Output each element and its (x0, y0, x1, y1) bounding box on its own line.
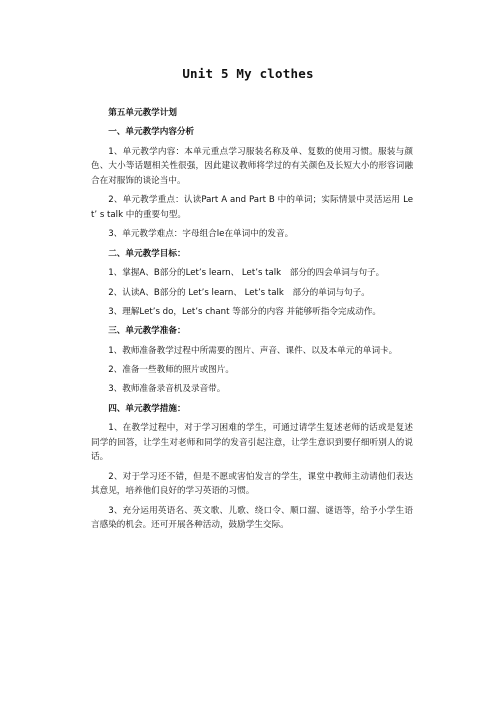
paragraph-3-3: 3、教师准备录音机及录音带。 (108, 384, 226, 395)
paragraph-3-2: 2、准备一些教师的照片或图片。 (108, 365, 234, 376)
paragraph-2-3: 3、理解Let’s do，Let’s chant 等部分的内容 并能够听指令完成动作。 (108, 306, 382, 317)
paragraph-1-2: 2、单元教学重点：认读Part A and Part B 中的单词；实际情景中灵活运用 Let’ s talk 中的重要句型。 (91, 195, 413, 220)
section-heading-3: 三、单元教学准备： (108, 326, 186, 337)
paragraph-4-3: 3、充分运用英语名、英文歌、儿歌、绕口令、顺口溜、谜语等，给予小学生语言感染的机会。还可开展各种活动，鼓励学生交际。 (91, 505, 413, 531)
section-heading-4: 四、单元教学措施： (108, 403, 186, 414)
paragraph-1-1: 1、单元教学内容：本单元重点学习服装名称及单、复数的使用习惯。服装与颜色、大小等话题相关性很强，因此建议教师将学过的有关颜色及长短大小的形容词融合在对服饰的谈论当中。 (91, 146, 413, 186)
paragraph-2-1: 1、掌握A、B部分的Let’s learn、 Let’s talk 部分的四会单词与句子。 (108, 268, 385, 279)
paragraph-4-2: 2、对于学习还不错，但是不愿或害怕发言的学生，课堂中教师主动请他们表达其意见，培养他们良好的学习英语的习惯。 (91, 471, 413, 497)
paragraph-3-1: 1、教师准备教学过程中所需要的图片、声音、课件、以及本单元的单词卡。 (108, 345, 398, 356)
plan-title: 第五单元教学计划 (108, 108, 177, 118)
paragraph-1-3: 3、单元教学难点：字母组合le在单词中的发音。 (108, 229, 294, 240)
document-body (91, 106, 413, 538)
document-title: Unit 5 My clothes (182, 66, 314, 81)
section-heading-2: 二、单元教学目标： (108, 248, 186, 259)
paragraph-2-2: 2、认读A、B部分的 Let’s learn、 Let’s talk 部分的单词与句子。 (108, 287, 370, 298)
paragraph-4-1: 1、在教学过程中，对于学习困难的学生，可通过请学生复述老师的话或是复述同学的回答，让学生对老师和同学的发音引起注意，让学生意识到要仔细听别人的说话。 (91, 423, 413, 463)
section-heading-1: 一、单元教学内容分析 (108, 127, 195, 138)
